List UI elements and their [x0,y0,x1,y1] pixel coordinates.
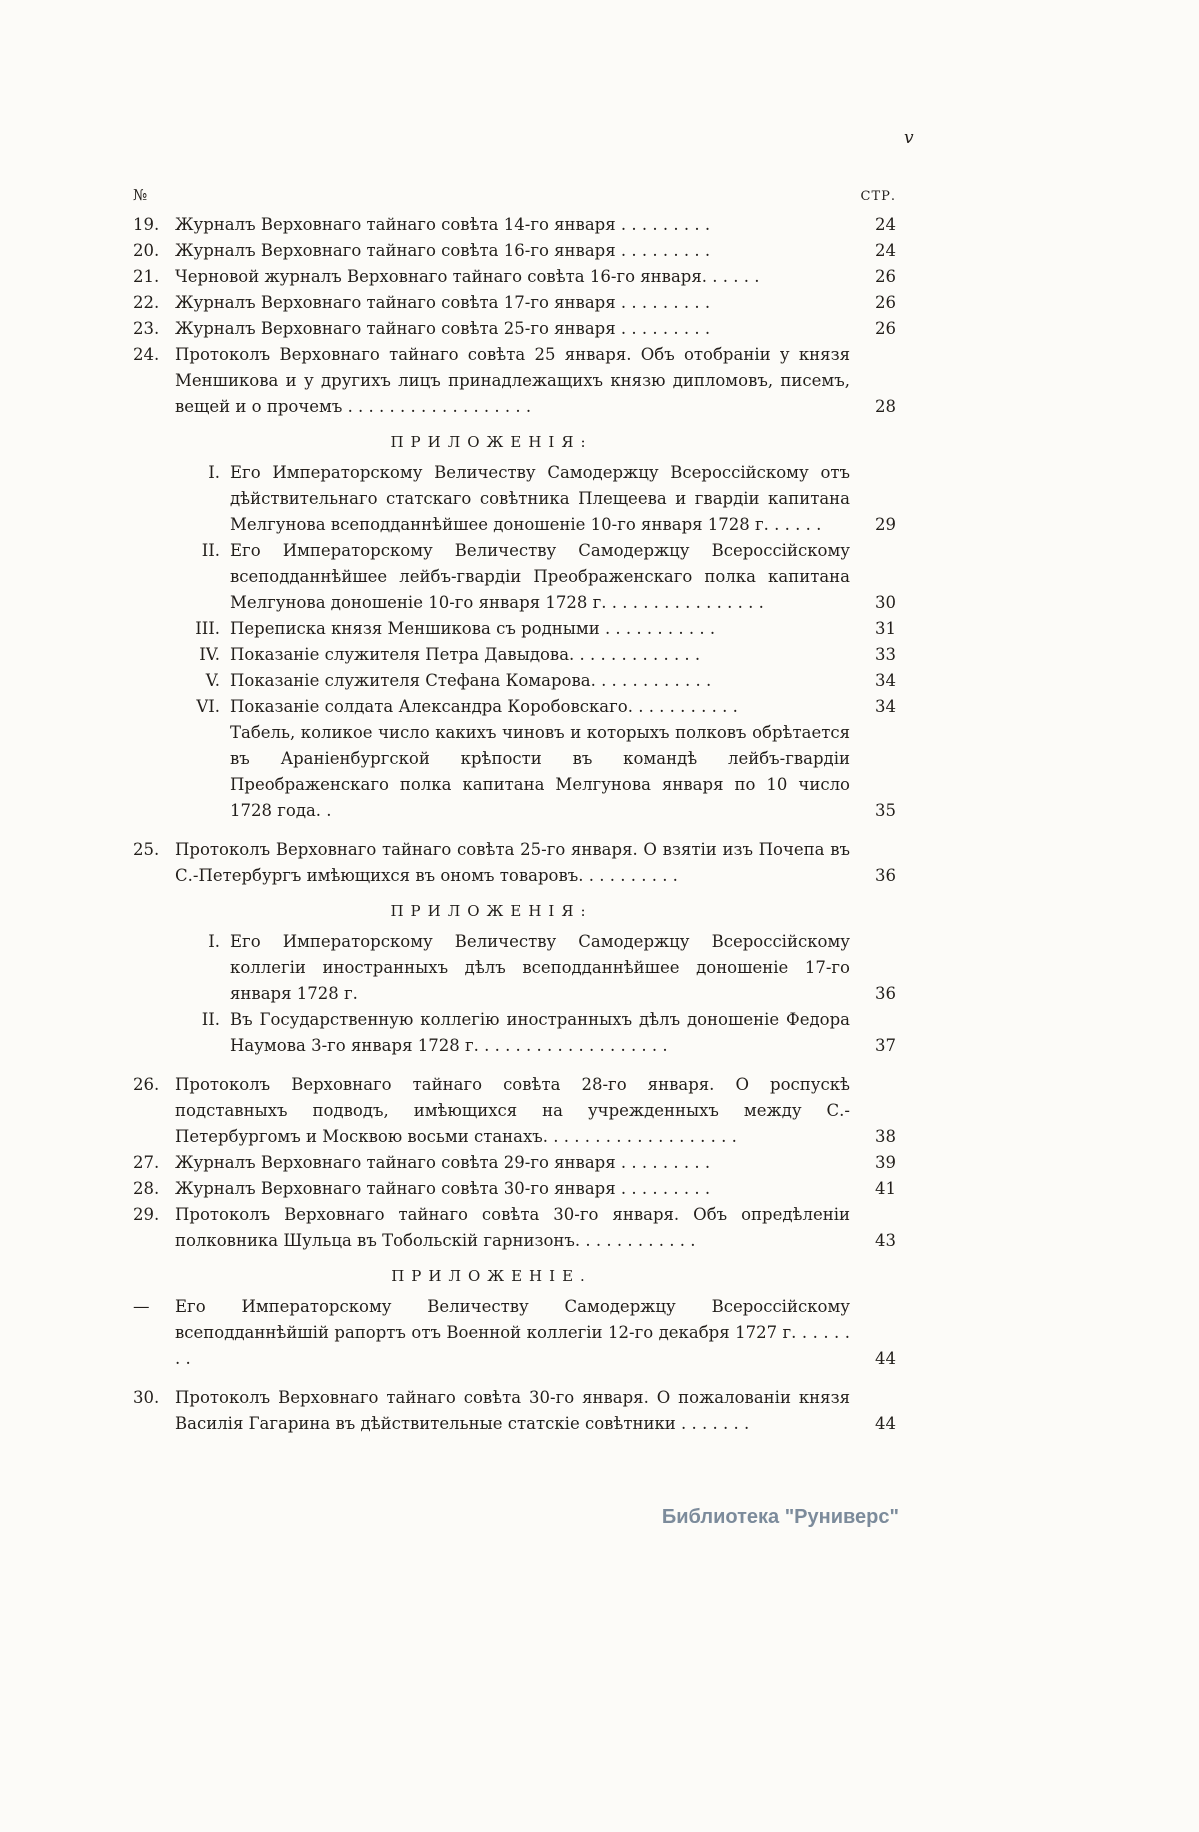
toc-entry [133,1385,896,1437]
entry-text: Его Императорскому Величеству Самодержцу Всероссійскому всеподданнѣйшій рапортъ отъ Военной коллегіи 12-го декабря 1727 г. . . . . . . . [175,1297,850,1368]
entry-page: 29 [875,515,896,534]
entry-number: 28. [133,1179,160,1198]
entry-number: VI. [196,697,220,716]
entry-text: Журналъ Верховнаго тайнаго совѣта 17-го января . . . . . . . . . [175,293,711,312]
toc-entry [133,1150,896,1176]
entry-number: 23. [133,319,160,338]
entry-number: 30. [133,1388,160,1407]
toc-entry [133,238,896,264]
toc-entry [133,1007,896,1059]
entry-text: Журналъ Верховнаго тайнаго совѣта 29-го января . . . . . . . . . [175,1153,711,1172]
column-header-row [133,182,896,210]
entry-text: Показаніе служителя Стефана Комарова. . . . . . . . . . . . [230,671,712,690]
entry-page: 35 [875,801,896,820]
entry-number: 22. [133,293,160,312]
section-heading: ПРИЛОЖЕНІЯ: [390,433,593,451]
entry-page: 26 [875,267,896,286]
toc-entry [133,538,896,616]
entry-page: 37 [875,1036,896,1055]
entry-page: 26 [875,319,896,338]
toc-entry [133,342,896,420]
entry-page: 24 [875,215,896,234]
entry-text: Протоколъ Верховнаго тайнаго совѣта 30-го января. О пожалованіи князя Василія Гагарина въ дѣйствительные статскіе совѣтники . . . . . . . [175,1388,850,1433]
entry-page: 38 [875,1127,896,1146]
entry-page: 26 [875,293,896,312]
entry-number: I. [208,463,220,482]
entry-number: — [133,1297,150,1316]
entry-page: 44 [875,1349,896,1368]
toc-entry [133,460,896,538]
toc-entry [133,837,896,889]
toc-entry [133,929,896,1007]
page-folio: v [904,128,914,148]
entry-text: Его Императорскому Величеству Самодержцу Всероссійскому отъ дѣйствительнаго статскаго совѣтника Плещеева и гвардіи капитана Мелгунова всеподданнѣйшее доношеніе 10-го января 1728 г. . . . . . [230,463,850,534]
entry-number: IV. [199,645,220,664]
entry-number: III. [195,619,220,638]
entry-text: Протоколъ Верховнаго тайнаго совѣта 25 января. Объ отобраніи у князя Меншикова и у другихъ лицъ принадлежащихъ князю дипломовъ, писемъ, вещей и о прочемъ . . . . . . . . . . . . . . . . . . [175,345,850,416]
entry-page: 34 [875,697,896,716]
entry-page: 34 [875,671,896,690]
toc-entry [133,1202,896,1254]
entry-text: Журналъ Верховнаго тайнаго совѣта 16-го января . . . . . . . . . [175,241,711,260]
entry-text: Переписка князя Меншикова съ родными . . . . . . . . . . . [230,619,716,638]
column-header-number: № [133,186,148,204]
entry-text: Протоколъ Верховнаго тайнаго совѣта 30-го января. Объ опредѣленіи полковника Шульца въ Тобольскій гарнизонъ. . . . . . . . . . . . [175,1205,850,1250]
entry-text: Его Императорскому Величеству Самодержцу Всероссійскому коллегіи иностранныхъ дѣлъ всеподданнѣйшее доношеніе 17-го января 1728 г. [230,932,850,1003]
toc-entry [133,668,896,694]
entry-number: I. [208,932,220,951]
entry-text: Журналъ Верховнаго тайнаго совѣта 14-го января . . . . . . . . . [175,215,711,234]
entry-page: 28 [875,397,896,416]
entry-number: 20. [133,241,160,260]
entry-number: 26. [133,1075,160,1094]
entry-text: Протоколъ Верховнаго тайнаго совѣта 28-го января. О роспускѣ подставныхъ подводъ, имѣющихся на учрежденныхъ между С.-Петербургомъ и Москвою восьми станахъ. . . . . . . . . . . . . . . . . . . [175,1075,850,1146]
toc-list [133,212,896,1437]
column-header-page: СТР. [860,189,896,204]
entry-text: Въ Государственную коллегію иностранныхъ дѣлъ доношеніе Федора Наумова 3-го января 1728 г. . . . . . . . . . . . . . . . . . . [230,1010,850,1055]
section-heading: ПРИЛОЖЕНІЕ. [391,1267,592,1285]
toc-entry [133,1294,896,1372]
entry-page: 24 [875,241,896,260]
toc-entry [133,720,896,824]
entry-number: 25. [133,840,160,859]
entry-number: 29. [133,1205,160,1224]
entry-text: Его Императорскому Величеству Самодержцу Всероссійскому всеподданнѣйшее лейбъ-гвардіи Преображенскаго полка капитана Мелгунова доношеніе 10-го января 1728 г. . . . . . . . . . . . . . . . [230,541,850,612]
entry-number: 19. [133,215,160,234]
toc-entry [133,264,896,290]
toc-entry [133,212,896,238]
toc-entry [133,316,896,342]
entry-page: 39 [875,1153,896,1172]
section-heading: ПРИЛОЖЕНІЯ: [390,902,593,920]
entry-text: Журналъ Верховнаго тайнаго совѣта 25-го января . . . . . . . . . [175,319,711,338]
entry-page: 36 [875,984,896,1003]
entry-text: Протоколъ Верховнаго тайнаго совѣта 25-го января. О взятіи изъ Почепа въ С.-Петербургъ имѣющихся въ ономъ товаровъ. . . . . . . . . . [175,840,850,885]
entry-text: Черновой журналъ Верховнаго тайнаго совѣта 16-го января. . . . . . [175,267,760,286]
entry-page: 36 [875,866,896,885]
entry-page: 43 [875,1231,896,1250]
entry-number: 27. [133,1153,160,1172]
table-of-contents [133,182,896,1437]
entry-number: 24. [133,345,160,364]
library-watermark: Библиотека "Руниверс" [661,1506,899,1528]
entry-page: 30 [875,593,896,612]
toc-entry [133,642,896,668]
entry-text: Табель, коликое число какихъ чиновъ и которыхъ полковъ обрѣтается въ Араніенбургской крѣпости въ командѣ лейбъ-гвардіи Преображенскаго полка капитана Мелгунова января по 10 число 1728 года. . [230,723,850,820]
entry-page: 33 [875,645,896,664]
entry-number: 21. [133,267,160,286]
entry-text: Журналъ Верховнаго тайнаго совѣта 30-го января . . . . . . . . . [175,1179,711,1198]
toc-entry [133,616,896,642]
entry-text: Показаніе солдата Александра Коробовскаго. . . . . . . . . . . [230,697,738,716]
entry-number: V. [205,671,220,690]
entry-page: 41 [875,1179,896,1198]
entry-text: Показаніе служителя Петра Давыдова. . . . . . . . . . . . . [230,645,701,664]
toc-entry [133,290,896,316]
entry-number: II. [201,1010,220,1029]
entry-page: 44 [875,1414,896,1433]
entry-page: 31 [875,619,896,638]
toc-entry [133,694,896,720]
toc-entry [133,1176,896,1202]
toc-entry [133,1072,896,1150]
entry-number: II. [201,541,220,560]
